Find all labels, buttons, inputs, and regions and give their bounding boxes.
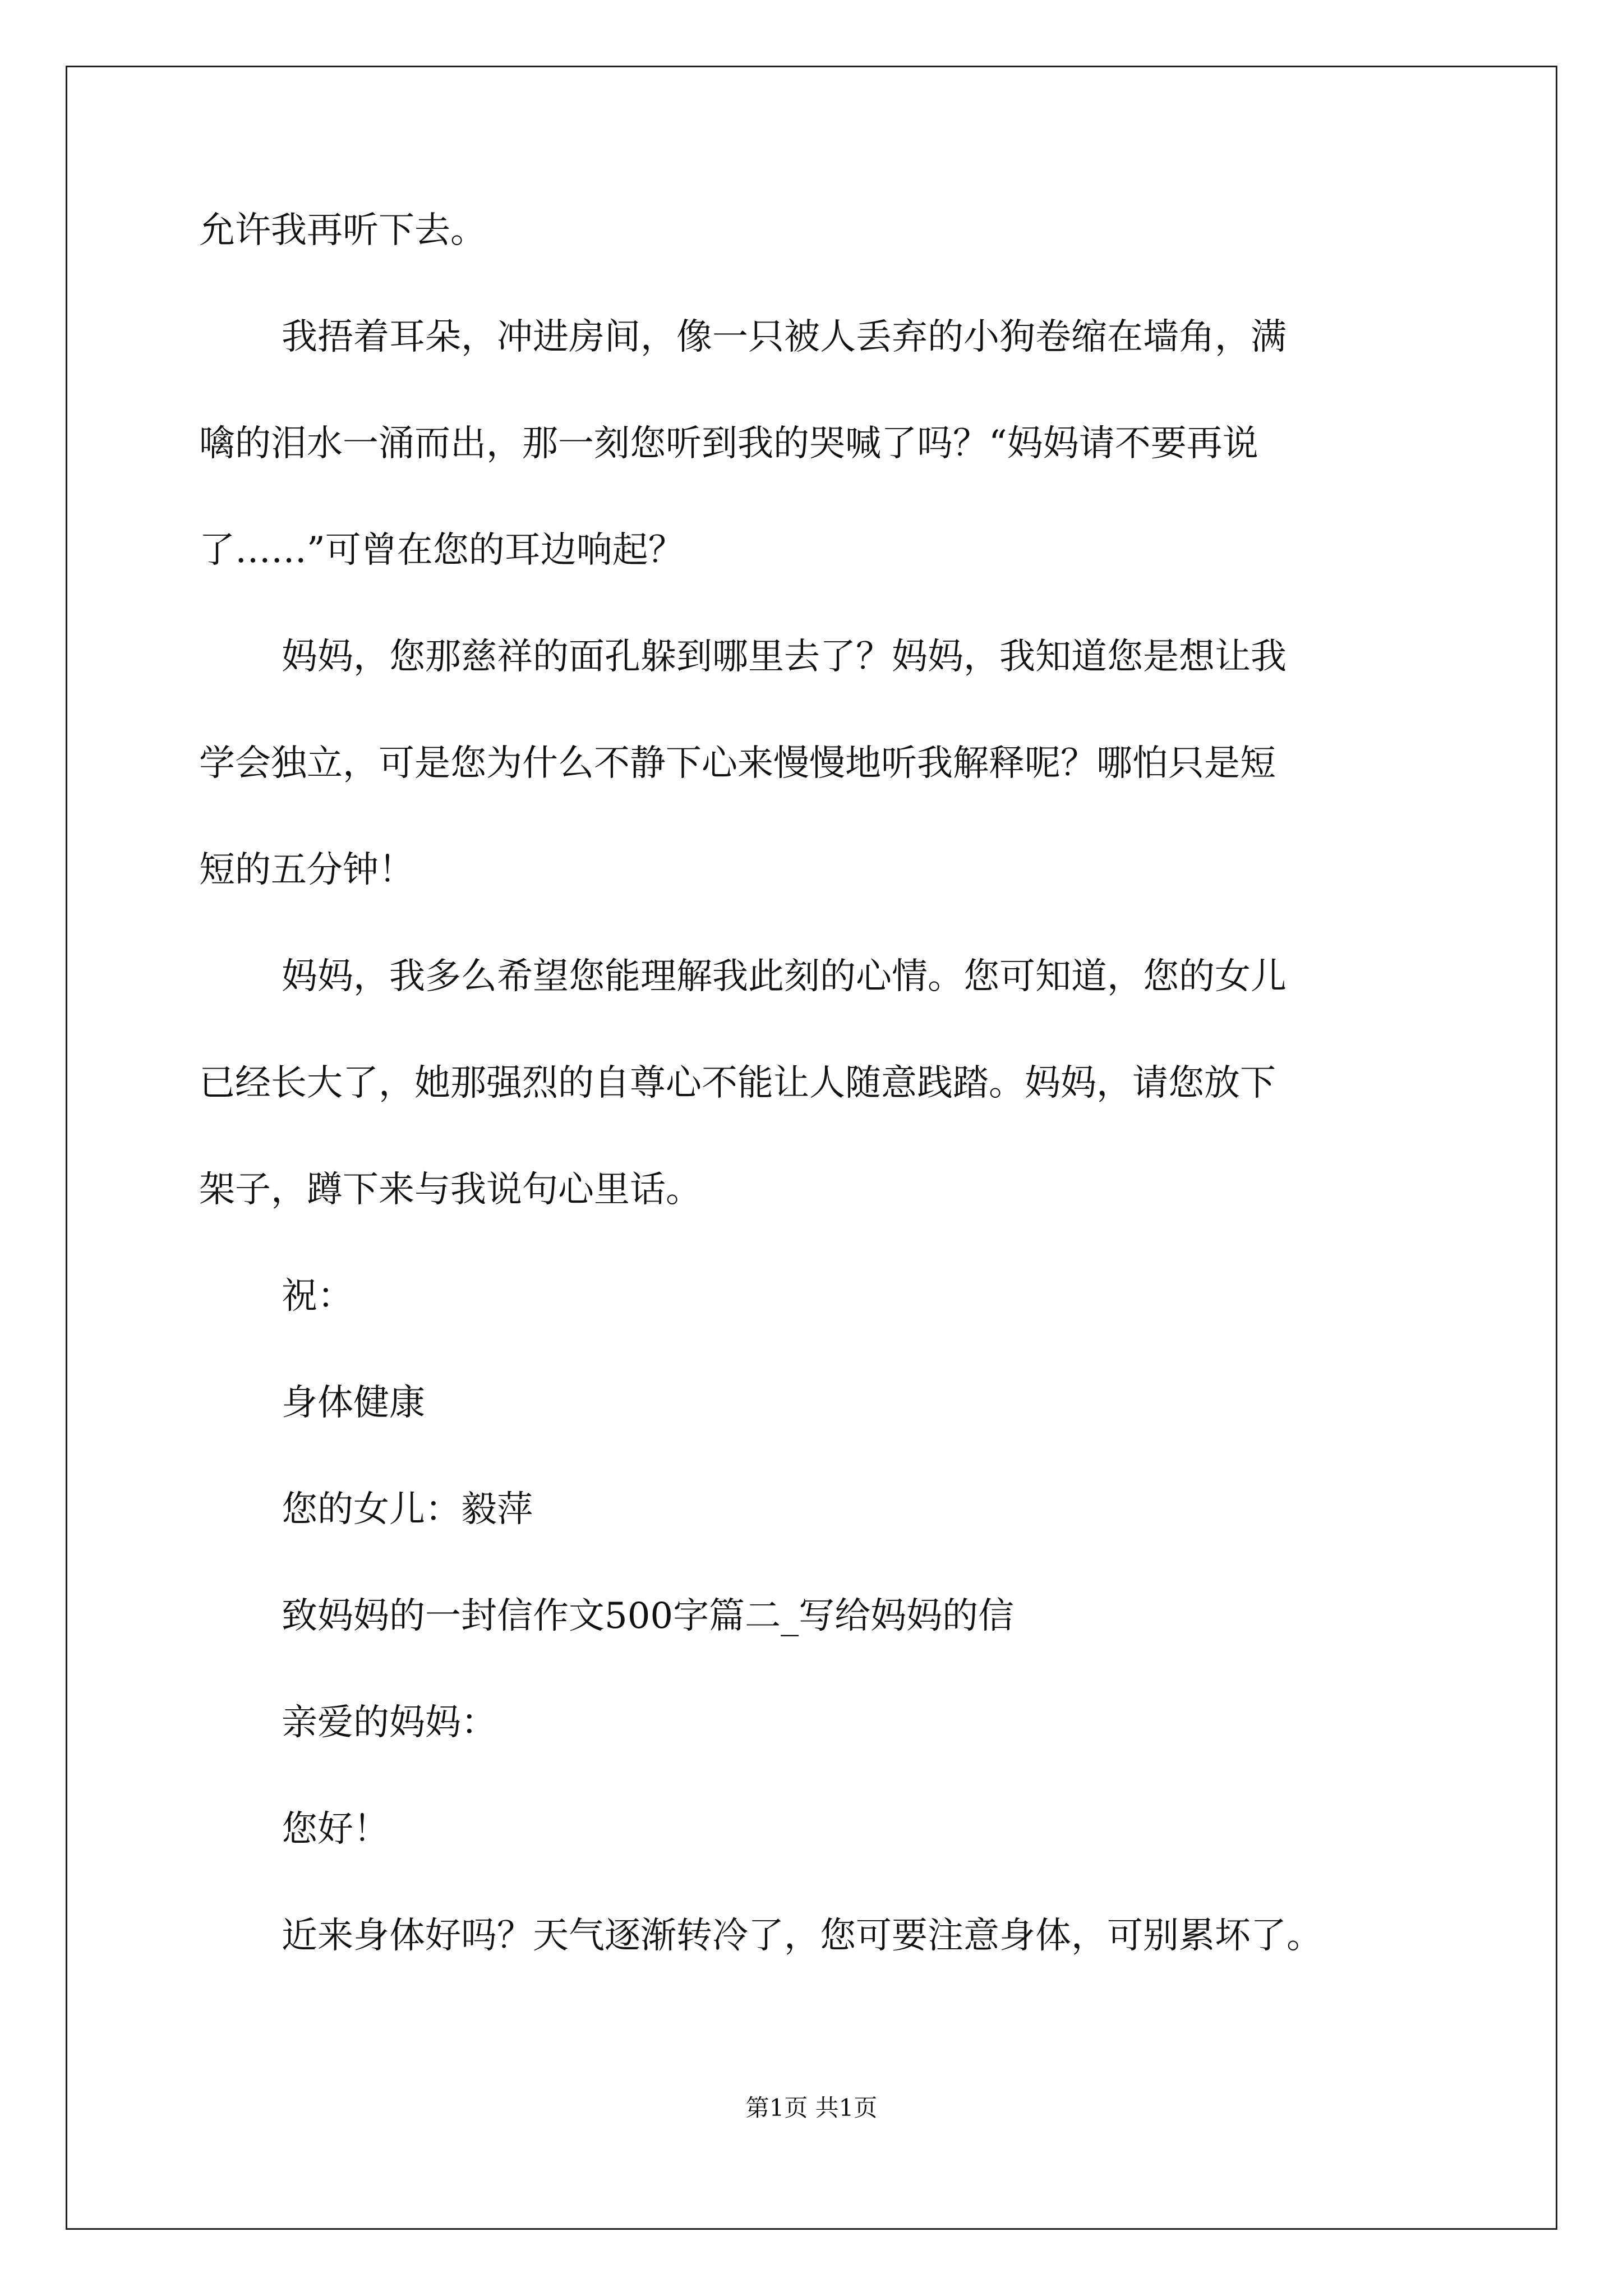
greeting-hello: 您好！ <box>282 1809 389 1850</box>
page-border <box>66 66 1557 2230</box>
paragraph-line: 我捂着耳朵，冲进房间，像一只被人丢弃的小狗卷缩在墙角，满 <box>282 316 1287 358</box>
paragraph-line: 近来身体好吗？天气逐渐转冷了，您可要注意身体，可别累坏了。 <box>282 1915 1322 1957</box>
paragraph-line: 妈妈，您那慈祥的面孔躲到哪里去了？妈妈，我知道您是想让我 <box>282 636 1287 678</box>
paragraph-line: 妈妈，我多么希望您能理解我此刻的心情。您可知道，您的女儿 <box>282 956 1287 997</box>
paragraph-line: 噙的泪水一涌而出，那一刻您听到我的哭喊了吗？“妈妈请不要再说 <box>199 423 1258 464</box>
signature-line: 您的女儿：毅萍 <box>282 1489 533 1530</box>
page-footer: 第1页 共1页 <box>745 2094 878 2122</box>
paragraph-line: 允许我再听下去。 <box>199 210 486 251</box>
paragraph-line: 短的五分钟！ <box>199 849 414 891</box>
paragraph-line: 已经长大了，她那强烈的自尊心不能让人随意践踏。妈妈，请您放下 <box>199 1062 1276 1104</box>
greeting: 亲爱的妈妈： <box>282 1702 497 1743</box>
section-title: 致妈妈的一封信作文500字篇二_写给妈妈的信 <box>282 1595 1015 1637</box>
closing-wish: 身体健康 <box>282 1382 425 1424</box>
paragraph-line: 学会独立，可是您为什么不静下心来慢慢地听我解释呢？哪怕只是短 <box>199 743 1276 784</box>
paragraph-line: 了……”可曾在您的耳边响起？ <box>199 530 684 571</box>
closing-salutation: 祝： <box>282 1276 353 1317</box>
paragraph-line: 架子，蹲下来与我说句心里话。 <box>199 1169 702 1211</box>
